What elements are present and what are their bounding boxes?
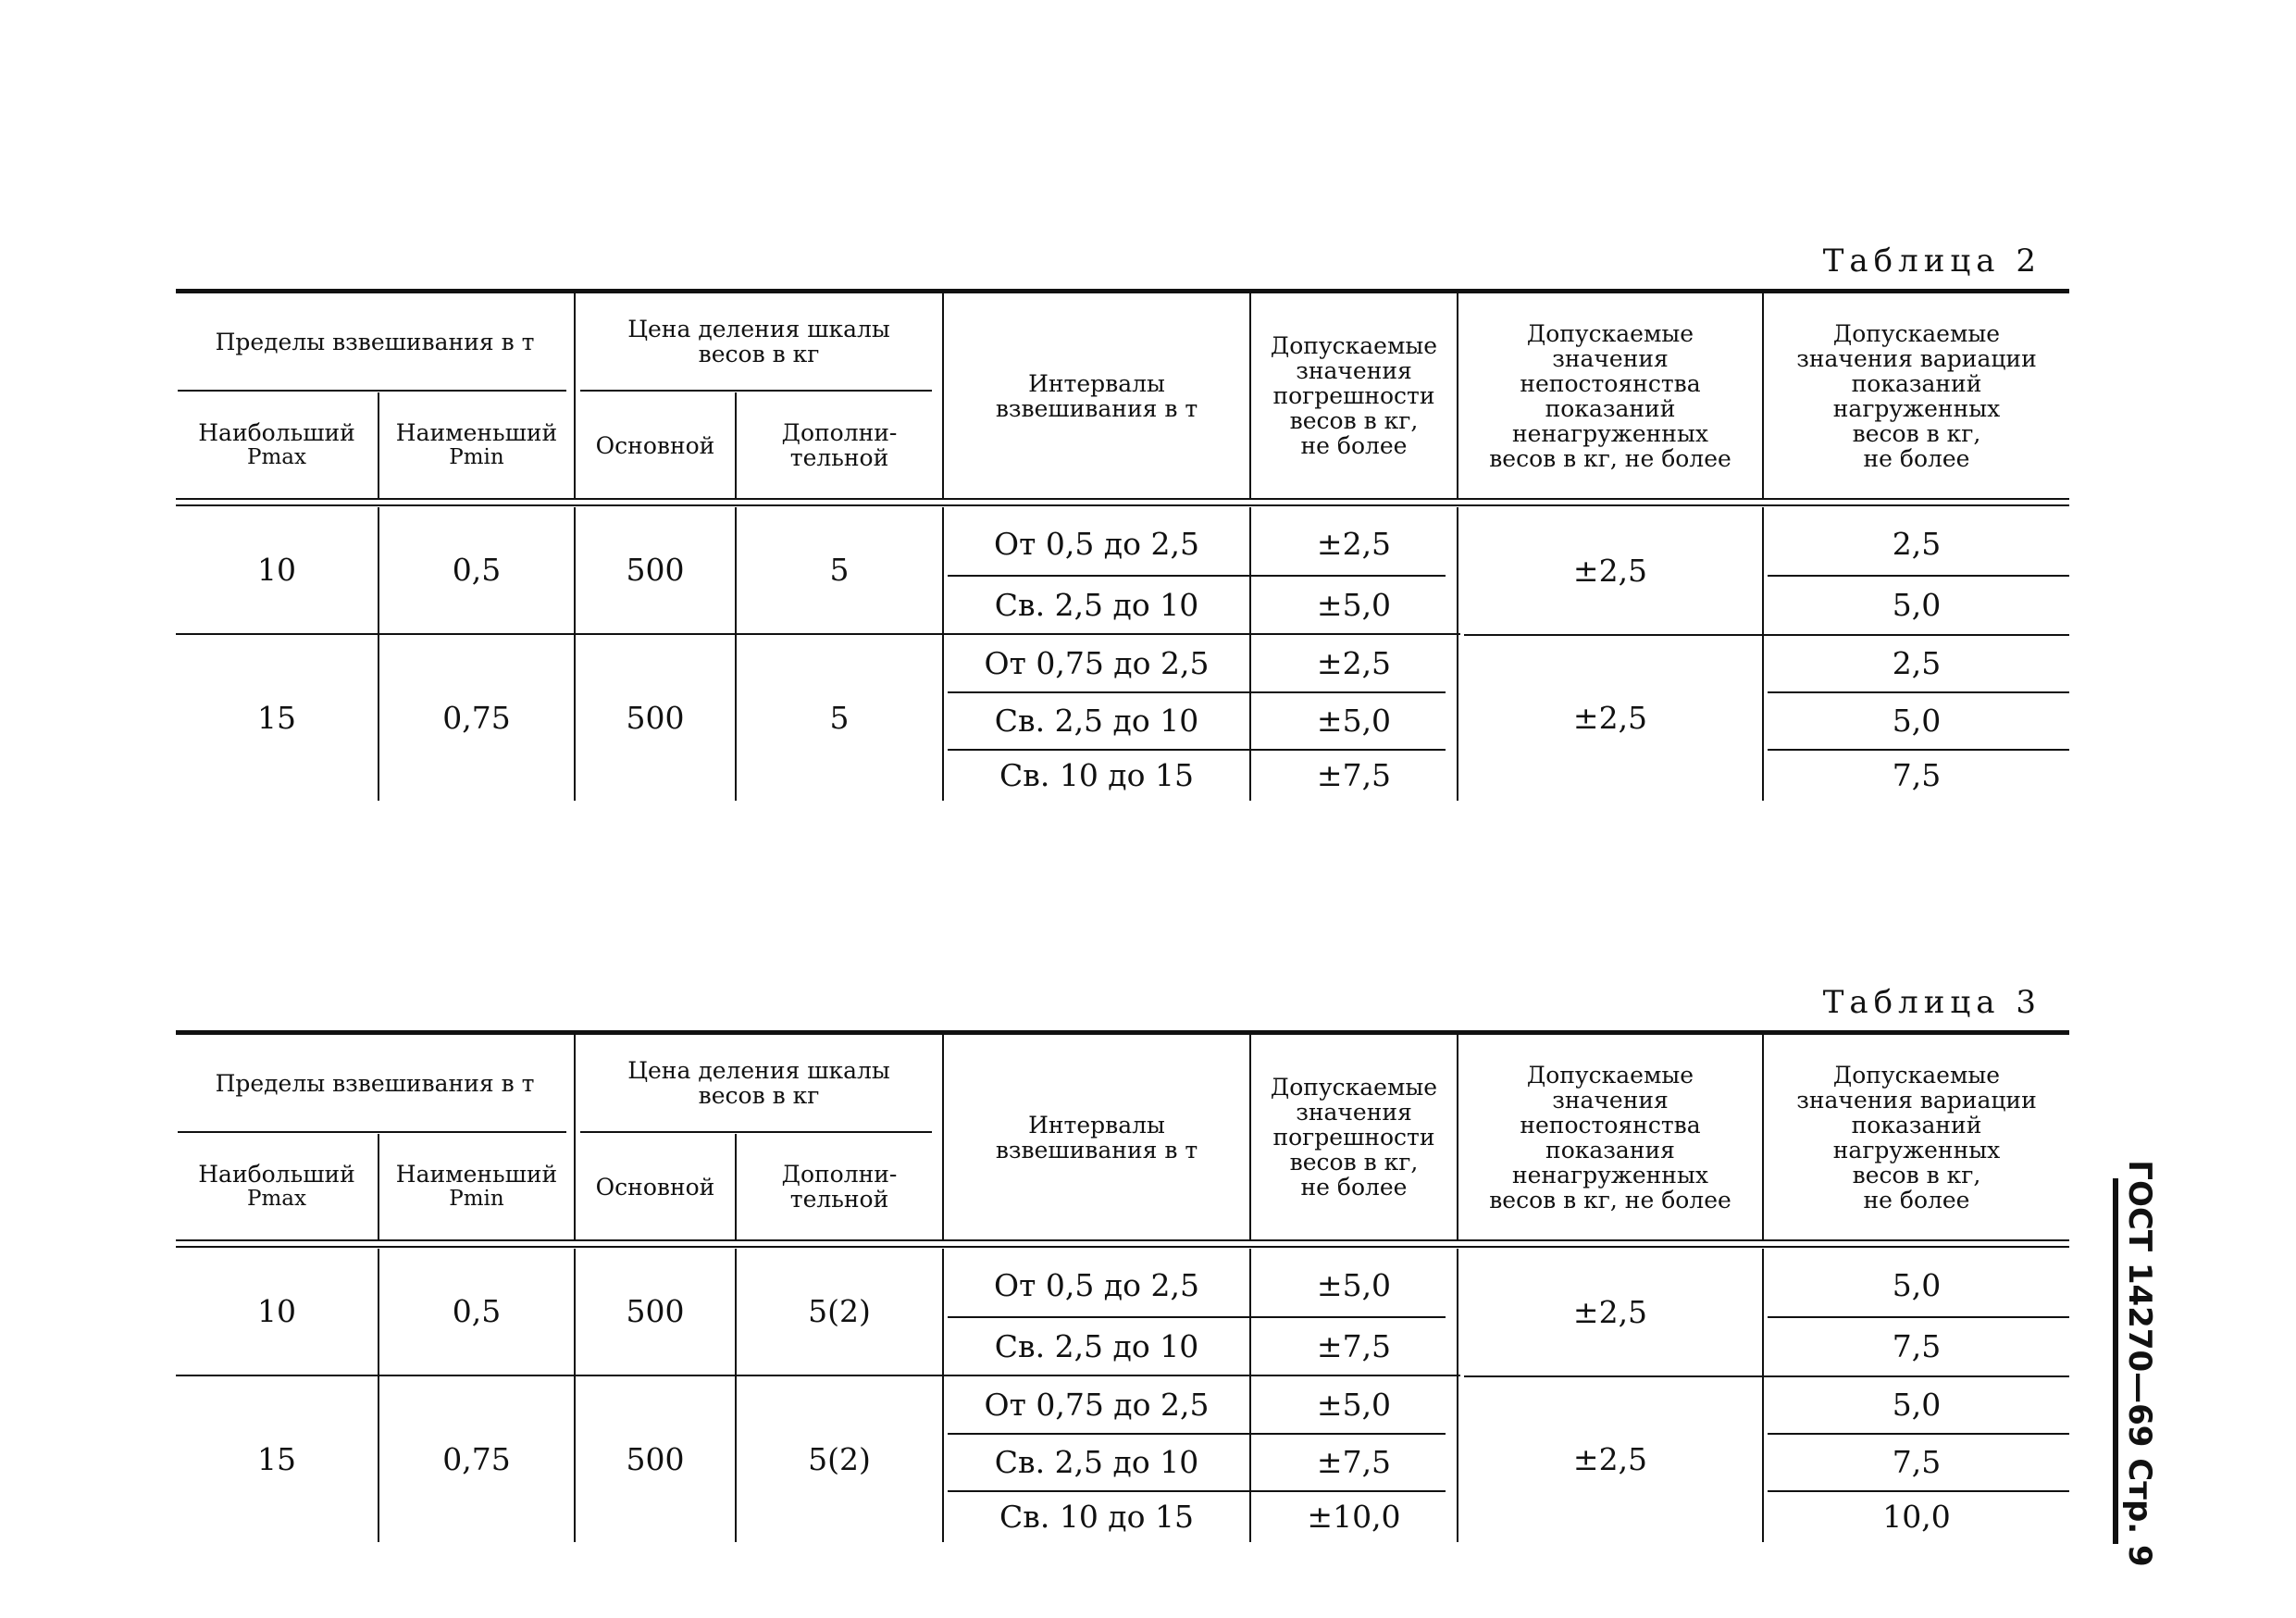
header-min-label: Наименьший [395, 419, 558, 446]
cell-error: ±5,0 [1316, 703, 1392, 739]
cell-instability: ±2,5 [1572, 552, 1648, 589]
margin-rule [2113, 1178, 2118, 1544]
cell-main: 500 [626, 552, 685, 588]
header-variation: Допускаемые значения вариации показаний нагруженных весов в кг, не более [1796, 1061, 2037, 1214]
cell-error: ±5,0 [1316, 1386, 1392, 1423]
header-max-label: Наибольший [198, 419, 355, 446]
cell-variation: 5,0 [1892, 1386, 1942, 1423]
cell-interval: От 0,5 до 2,5 [994, 526, 1199, 562]
cell-interval: От 0,75 до 2,5 [984, 1386, 1210, 1423]
header-min [379, 392, 574, 498]
header-max [176, 392, 378, 498]
header-max-label: Наибольший [198, 1161, 355, 1188]
header-max [176, 1134, 378, 1239]
header-bottom-rule [176, 504, 2069, 506]
cell-instability: ±2,5 [1572, 700, 1648, 736]
cell-interval: Св. 10 до 15 [999, 1499, 1194, 1535]
cell-variation: 2,5 [1892, 644, 1942, 681]
header-instability: Допускаемые значения непостоянства показания ненагруженных весов в кг, не более [1489, 1061, 1731, 1214]
cell-interval: Св. 2,5 до 10 [994, 586, 1199, 623]
header-instability: Допускаемые значения непостоянства показаний ненагруженных весов в кг, не более [1489, 319, 1731, 472]
header-bottom-rule [176, 498, 2069, 500]
cell-interval: От 0,5 до 2,5 [994, 1267, 1199, 1303]
header-division: Цена деления шкалы весов в кг [627, 1057, 890, 1109]
cell-main: 500 [626, 699, 685, 736]
header-error: Допускаемые значения погрешности весов в кг, не более [1270, 1074, 1438, 1201]
table-caption: Таблица 2 [1822, 243, 2042, 280]
header-main: Основной [595, 431, 715, 459]
cell-variation: 10,0 [1882, 1499, 1951, 1535]
header-divider [178, 1131, 566, 1133]
cell-extra: 5(2) [808, 1293, 871, 1329]
header-bottom-rule [176, 1239, 2069, 1241]
header-variation: Допускаемые значения вариации показаний нагруженных весов в кг, не более [1796, 319, 2037, 472]
cell-error: ±5,0 [1316, 1267, 1392, 1303]
cell-max: 10 [257, 1293, 296, 1329]
header-min [379, 1134, 574, 1239]
cell-variation: 7,5 [1892, 1327, 1942, 1364]
header-limits: Пределы взвешивания в т [215, 1069, 535, 1097]
cell-variation: 5,0 [1892, 703, 1942, 739]
cell-max: 15 [257, 699, 296, 736]
cell-instability: ±2,5 [1572, 1441, 1648, 1477]
cell-max: 10 [257, 552, 296, 588]
cell-max: 15 [257, 1440, 296, 1477]
header-extra: Дополни- тельной [781, 1161, 898, 1213]
cell-instability: ±2,5 [1572, 1293, 1648, 1330]
cell-interval: Св. 2,5 до 10 [994, 703, 1199, 739]
header-min-label: Наименьший [395, 1161, 558, 1188]
cell-error: ±7,5 [1316, 1327, 1392, 1364]
header-limits: Пределы взвешивания в т [215, 328, 535, 355]
cell-min: 0,75 [442, 1440, 511, 1477]
header-extra: Дополни- тельной [781, 419, 898, 471]
cell-error: ±10,0 [1307, 1499, 1401, 1535]
cell-main: 500 [626, 1440, 685, 1477]
standard-page-label: ГОСТ 14270—69 Стр. 9 [2121, 1160, 2158, 1567]
cell-error: ±5,0 [1316, 586, 1392, 623]
header-division: Цена деления шкалы весов в кг [627, 316, 890, 367]
cell-error: ±7,5 [1316, 1444, 1392, 1480]
header-main: Основной [595, 1173, 715, 1201]
table-grid [176, 1030, 2069, 1542]
cell-interval: Св. 2,5 до 10 [994, 1444, 1199, 1480]
cell-interval: От 0,75 до 2,5 [984, 644, 1210, 681]
cell-interval: Св. 2,5 до 10 [994, 1327, 1199, 1364]
cell-variation: 7,5 [1892, 1444, 1942, 1480]
cell-interval: Св. 10 до 15 [999, 757, 1194, 793]
cell-error: ±7,5 [1316, 757, 1392, 793]
cell-variation: 7,5 [1892, 757, 1942, 793]
cell-main: 500 [626, 1293, 685, 1329]
cell-variation: 5,0 [1892, 586, 1942, 623]
cell-min: 0,5 [452, 552, 502, 588]
cell-min: 0,5 [452, 1293, 502, 1329]
cell-extra: 5 [829, 699, 850, 736]
header-min-symbol: Pmin [449, 1187, 504, 1211]
header-max-symbol: Pmax [247, 445, 306, 469]
header-bottom-rule [176, 1246, 2069, 1248]
table-grid [176, 289, 2069, 801]
cell-error: ±2,5 [1316, 644, 1392, 681]
header-min-symbol: Pmin [449, 445, 504, 469]
header-intervals: Интервалы взвешивания в т [995, 1111, 1198, 1164]
cell-variation: 5,0 [1892, 1267, 1942, 1303]
header-divider [580, 390, 932, 392]
cell-extra: 5 [829, 552, 850, 588]
header-divider [178, 390, 566, 392]
cell-variation: 2,5 [1892, 526, 1942, 562]
page-number-label [2121, 1160, 2158, 1567]
cell-extra: 5(2) [808, 1440, 871, 1477]
header-error: Допускаемые значения погрешности весов в кг, не более [1270, 332, 1438, 459]
header-intervals: Интервалы взвешивания в т [995, 369, 1198, 422]
cell-error: ±2,5 [1316, 526, 1392, 562]
header-divider [580, 1131, 932, 1133]
table-caption: Таблица 3 [1822, 984, 2042, 1021]
header-max-symbol: Pmax [247, 1187, 306, 1211]
cell-min: 0,75 [442, 699, 511, 736]
